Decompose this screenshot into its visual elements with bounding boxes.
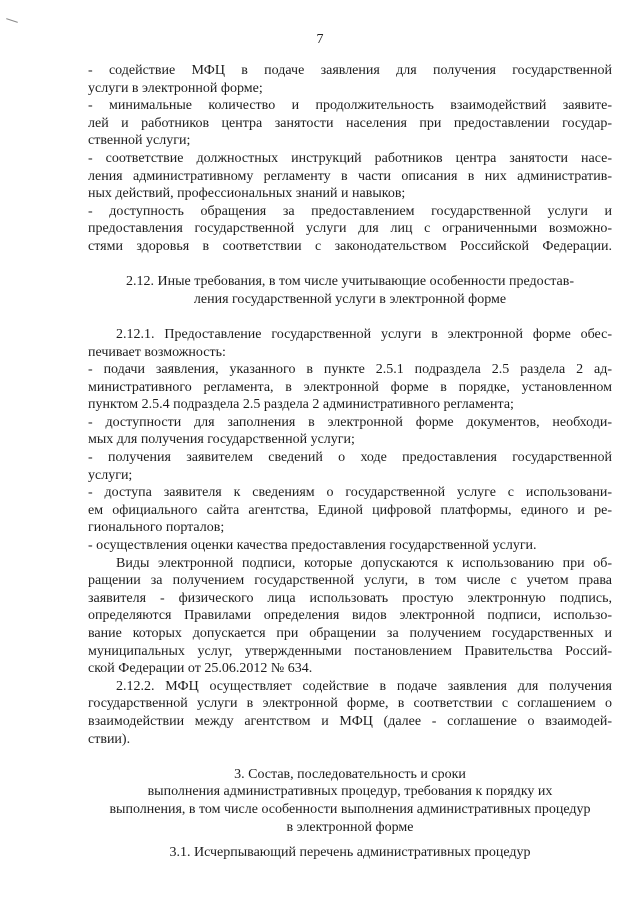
text-line: предоставления государственной услуги для лиц с ограниченными возможно-	[88, 221, 612, 237]
text-line: лей и работников центра занятости населения при предоставлении государ-	[88, 115, 612, 131]
text-line: - получения заявителем сведений о ходе предоставления государственной	[88, 450, 612, 466]
quality-indicators-list	[88, 62, 612, 256]
text-line: - доступности для заполнения в электронной форме документов, необходи-	[88, 414, 612, 430]
section-heading-2-12	[88, 273, 612, 308]
text-line: ствии).	[88, 731, 131, 747]
text-line: ственной услуги;	[88, 133, 191, 149]
text-line: государственной услуги в электронной форме, в соответствии с соглашением о	[88, 696, 612, 712]
text-line: - соответствие должностных инструкций работников центра занятости насе-	[88, 150, 612, 166]
text-line: пунктом 2.5.4 подраздела 2.5 раздела 2 административного регламента;	[88, 397, 514, 413]
heading-line: выполнения, в том числе особенности выполнения административных процедур	[109, 801, 591, 817]
text-line: мых для получения государственной услуги;	[88, 432, 355, 448]
text-line: ных действий, профессиональных знаний и навыков;	[88, 186, 406, 202]
text-line: гионального порталов;	[88, 520, 225, 536]
text-line: - содействие МФЦ в подаче заявления для получения государственной	[88, 63, 612, 78]
scan-mark	[6, 18, 18, 23]
text-line: ления административному регламенту в части описания в них административ-	[88, 168, 612, 184]
heading-line: выполнения административных процедур, требования к порядку их	[147, 784, 553, 800]
heading-line: в электронной форме	[286, 819, 414, 835]
text-line: услуги;	[88, 467, 133, 483]
text-line: - подачи заявления, указанного в пункте 2.5.1 подраздела 2.5 раздела 2 ад-	[88, 362, 612, 378]
text-line: определяются Правилами определения видов электронной подписи, использо-	[88, 608, 612, 624]
text-line: печивает возможность:	[88, 344, 226, 360]
section-heading-3	[88, 766, 612, 836]
heading-line: 2.12. Иные требования, в том числе учитывающие особенности предостав-	[126, 274, 574, 290]
text-line: - минимальные количество и продолжительность взаимодействий заявите-	[88, 98, 612, 114]
text-line: 2.12.2. МФЦ осуществляет содействие в подаче заявления для получения	[116, 678, 612, 694]
text-line: стями здоровья в соответствии с законодательством Российской Федерации.	[88, 238, 612, 254]
section-2-12-text	[88, 326, 612, 748]
text-line: - осуществления оценки качества предоставления государственной услуги.	[88, 538, 537, 554]
text-line: министративного регламента, в электронной форме в порядке, установленном	[88, 379, 612, 395]
text-line: 2.12.1. Предоставление государственной услуги в электронной форме обес-	[116, 326, 612, 342]
text-line: взаимодействии между агентством и МФЦ (далее - соглашение о взаимодей-	[88, 713, 612, 729]
text-line: ем официального сайта агентства, Единой цифровой платформы, единого и ре-	[88, 502, 612, 518]
document-body	[88, 62, 612, 862]
text-line: ской Федерации от 25.06.2012 № 634.	[88, 661, 313, 677]
text-line: - доступность обращения за предоставлением государственной услуги и	[88, 203, 612, 219]
text-line: - доступа заявителя к сведениям о государственной услуге с использовани-	[88, 485, 612, 501]
page-number: 7	[316, 32, 324, 47]
text-line: вание которых допускается при обращении за получением государственных и	[88, 626, 612, 641]
text-line: Виды электронной подписи, которые допускаются к использованию при об-	[116, 555, 612, 571]
text-line: заявителя - физического лица использовать простую электронную подпись,	[88, 590, 612, 606]
text-line: услуги в электронной форме;	[88, 80, 263, 96]
heading-line: ления государственной услуги в электронной форме	[193, 291, 507, 307]
text-line: муниципальных услуг, утвержденными постановлением Правительства Россий-	[88, 643, 612, 659]
subsection-heading-3-1: 3.1. Исчерпывающий перечень административных процедур	[169, 845, 531, 861]
heading-line: 3. Состав, последовательность и сроки	[234, 766, 466, 782]
text-line: ращении за получением государственной услуги, в том числе с учетом права	[88, 573, 612, 589]
